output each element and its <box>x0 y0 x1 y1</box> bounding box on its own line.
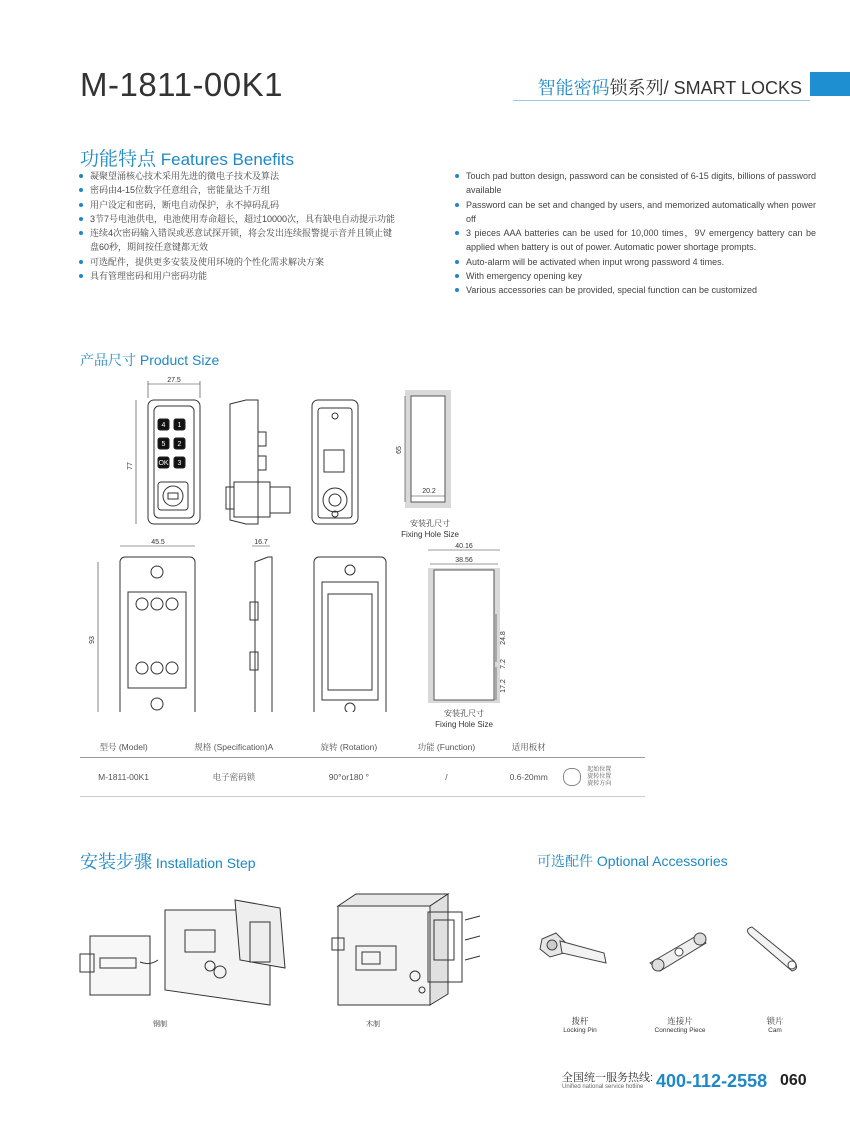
installation-title-en: Installation Step <box>155 855 256 871</box>
installation-title-cn: 安装步骤 <box>80 852 152 872</box>
dim-label: 38.56 <box>455 557 473 564</box>
dim-label: 45.5 <box>151 539 165 546</box>
list-item: 用户设定和密码，断电自动保护，永不掉码乱码 <box>78 198 398 212</box>
dim-label: 65 <box>396 446 403 454</box>
features-list-cn <box>78 169 398 283</box>
dim-label: 77 <box>127 462 134 470</box>
dim-label: 27.5 <box>167 377 181 384</box>
page-number: 060 <box>780 1072 807 1089</box>
product-size-drawings <box>60 372 560 712</box>
features-title <box>80 144 294 171</box>
table-cell: M-1811-00K1 <box>80 758 167 797</box>
list-item: 可选配件，提供更多安装及使用环境的个性化需求解决方案 <box>78 255 398 269</box>
list-item: Touch pad button design, password can be consisted of 6-15 digits, billions of password available <box>454 169 816 198</box>
fixing-hole-cn: 安装孔尺寸 <box>444 709 484 718</box>
plate-side-view <box>250 546 272 712</box>
accessory-locking-pin <box>545 1016 615 1036</box>
caption-steel: 钢制 <box>153 1021 167 1028</box>
hotline-label <box>562 1072 653 1091</box>
column-header: 规格 (Specification)A <box>167 737 300 758</box>
key-label: 1 <box>177 422 182 429</box>
keypad-keys <box>158 422 181 467</box>
wood-installation-diagram <box>332 894 480 1005</box>
list-item: 3节7号电池供电，电池使用寿命超长，超过10000次，具有缺电自动提示功能 <box>78 212 398 226</box>
dim-label: 16.7 <box>254 539 268 546</box>
accessories-drawings <box>530 905 820 1015</box>
dim-label: 17.2 <box>500 679 507 693</box>
list-item: 凝聚望涌核心技术采用先进的微电子技术及算法 <box>78 169 398 183</box>
keypad-front-view <box>136 381 200 524</box>
steel-installation-diagram <box>80 900 285 1005</box>
hotline-cn: 全国统一服务热线: <box>562 1072 654 1084</box>
table-header-row <box>80 737 645 758</box>
cam-icon <box>747 927 796 971</box>
legend-item: 旋转方向 <box>587 780 612 787</box>
header-accent-block <box>810 72 850 96</box>
accessory-en: Cam <box>768 1027 782 1034</box>
table-cell: / <box>397 758 495 797</box>
dim-label: 24.8 <box>500 631 507 645</box>
features-title-cn: 功能特点 <box>80 149 157 170</box>
keypad-back-view <box>312 400 358 524</box>
accessory-cn: 锁片 <box>766 1016 784 1026</box>
column-header <box>562 737 645 758</box>
features-title-en: Features Benefits <box>160 150 294 169</box>
rotation-legend <box>562 758 645 797</box>
accessories-title: 可选配件 Optional Accessories <box>537 853 728 869</box>
list-item: 连续4次密码输入错误或恶意试探开锁，将会发出连续报警提示音并且锁止键盘60秒，期间按任意键都无效 <box>78 226 398 255</box>
series-title-cn: 智能密码 <box>537 78 610 98</box>
fixing-hole-en: Fixing Hole Size <box>401 530 459 539</box>
list-item: 具有管理密码和用户密码功能 <box>78 269 398 283</box>
plate-back-view <box>314 557 386 712</box>
accessory-connecting-piece <box>640 1016 720 1036</box>
column-header: 型号 (Model) <box>80 737 167 758</box>
installation-drawings <box>70 890 490 1015</box>
hotline-en: Unified national service hotline <box>562 1084 644 1090</box>
header-rule <box>513 100 810 101</box>
caption-wood: 木制 <box>366 1021 380 1028</box>
key-label: 2 <box>177 441 182 448</box>
series-title-rest: 锁系列/ SMART LOCKS <box>609 78 802 98</box>
column-header: 适用板材 <box>496 737 562 758</box>
key-label: 4 <box>161 422 166 429</box>
dim-label: 7.2 <box>500 659 507 669</box>
key-label: 5 <box>161 441 166 448</box>
keypad-side-view <box>226 400 290 524</box>
column-header: 旋转 (Rotation) <box>301 737 398 758</box>
accessory-en: Connecting Piece <box>654 1027 706 1034</box>
list-item: 密码由4-15位数字任意组合，密能量达千万组 <box>78 183 398 197</box>
connecting-piece-icon <box>650 933 706 971</box>
hotline-number: 400-112-2558 <box>656 1071 768 1091</box>
accessory-cn: 连接片 <box>667 1016 693 1026</box>
model-title: M-1811-00K1 <box>80 66 284 103</box>
locking-pin-icon <box>540 933 606 963</box>
table-row <box>80 758 645 797</box>
dim-label: 20.2 <box>422 488 436 495</box>
features-list-en <box>454 169 816 298</box>
list-item: Various accessories can be provided, special function can be customized <box>454 283 816 297</box>
fixing-hole-en: Fixing Hole Size <box>435 720 493 729</box>
spec-table <box>80 737 645 797</box>
rotation-dial-icon <box>563 768 581 786</box>
key-label: OK <box>158 460 169 467</box>
key-label: 3 <box>177 460 182 467</box>
plate-front-view <box>98 546 195 712</box>
table-cell: 电子密码锁 <box>167 758 300 797</box>
list-item: With emergency opening key <box>454 269 816 283</box>
dim-label: 93 <box>89 636 96 644</box>
legend-item: 旋转位置 <box>587 773 612 780</box>
accessory-cn: 拨杆 <box>571 1016 589 1026</box>
list-item: Password can be set and changed by users, and memorized automatically when power off <box>454 198 816 227</box>
legend-item: 起始位置 <box>587 766 612 773</box>
fixing-hole-cn: 安装孔尺寸 <box>410 519 450 528</box>
table-cell: 0.6-20mm <box>496 758 562 797</box>
fixing-hole-caption-1 <box>390 518 470 540</box>
fixing-hole-caption-2 <box>424 708 504 730</box>
column-header: 功能 (Function) <box>397 737 495 758</box>
accessory-cam <box>745 1016 805 1036</box>
list-item: 3 pieces AAA batteries can be used for 10,000 times，9V emergency battery can be applied when battery is out of power. Automatic power shortage prompts. <box>454 226 816 255</box>
list-item: Auto-alarm will be activated when input wrong password 4 times. <box>454 255 816 269</box>
dim-label: 40.16 <box>455 543 473 550</box>
accessory-en: Locking Pin <box>563 1027 597 1034</box>
product-size-title: 产品尺寸 Product Size <box>80 352 220 368</box>
fixing-hole-view-2 <box>428 550 500 703</box>
table-cell: 90°or180 ° <box>301 758 398 797</box>
installation-title <box>80 848 256 874</box>
series-title <box>538 74 802 100</box>
